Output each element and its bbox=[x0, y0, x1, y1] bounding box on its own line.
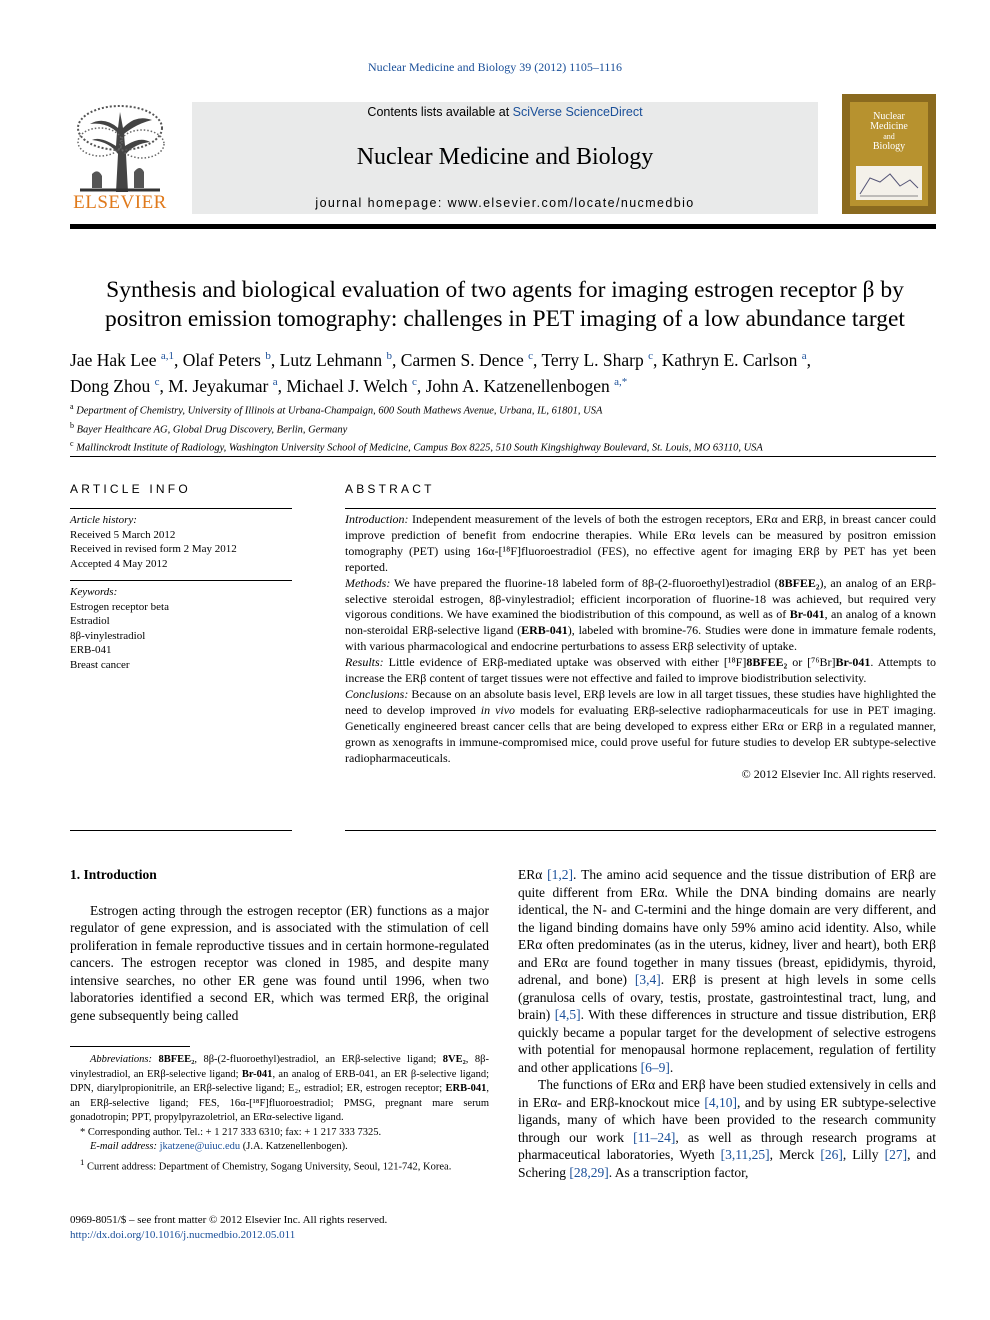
author: Olaf Peters $^b$ bbox=[182, 349, 271, 370]
journal-cover-thumbnail[interactable] bbox=[842, 94, 936, 214]
author-list: Jae Hak Lee $^{a,1}$, Olaf Peters $^b$, Lutz Lehmann $^b$, Carmen S. Dence $^c$, Terry L. Sharp $^c$, Kathryn E. Carlson $^a$, Dong Zhou $^c$, M. Jeyakumar $^a$, Michael J. Welch $^c$, John A. Katzenellenbogen $^{a,*}$ bbox=[70, 349, 811, 396]
author-affiliation-link[interactable]: b bbox=[386, 350, 393, 362]
article-title: Synthesis and biological evaluation of two agents for imaging estrogen receptor β by positron emission tomography: challenges in PET imaging of a low abundance target bbox=[105, 277, 905, 332]
cover-title: Nuclear Medicine and Biology bbox=[870, 111, 908, 152]
affiliation: $^a$ Department of Chemistry, University of Illinois at Urbana-Champaign, 600 South Mathews Avenue, Urbana, IL, 61801, USA bbox=[70, 402, 603, 417]
text-run: , an analog of ERB-041, an ER β-selective ligand; DPN, diarylpropionitrile, an ERβ-selective ligand; E₂, estradiol; ER, estrogen receptor; bbox=[70, 1068, 489, 1094]
text-run: , and by using ER subtype-selective ligands, many of which have been provided to the research community through our work bbox=[518, 1094, 936, 1145]
author: Jae Hak Lee $^{a,1}$ bbox=[70, 349, 174, 370]
text-run: . As a transcription factor, bbox=[608, 1164, 749, 1180]
masthead bbox=[70, 94, 936, 216]
abstract-methods: Methods: We have prepared the fluorine-18 labeled form of 8β-(2-fluoroethyl)estradiol (8BFEE₂), an analog of an ERβ-selective steroidal estrogen, 8β-vinylestradiol; efficient incorporation of fluorine-18 was achieved, but required very vigorous conditions. We have examined the biodistribution of this compound, as well as of Br-041, an analog of a known non-steroidal ERβ-selective ligand (ERB-041), labeled with bromine-76. Studies were done in immature female rodents, with various pharmacological and endocrine perturbations to assess ERβ selectivity of uptake. bbox=[345, 575, 937, 654]
author: Terry L. Sharp $^c$ bbox=[541, 349, 653, 370]
divider bbox=[345, 508, 936, 509]
abstract-conclusions: Conclusions: Because on an absolute basis level, ERβ levels are low in all target tissues, these studies have highlighted the need to develop improved in vivo models for evaluating ERβ-selective radiopharmaceuticals for use in PET imaging. Genetically engineered breast cancer cells that are being developed to express either ERα or ERβ in a regulated manner, grown as xenografts in immune-compromised mice, could prove useful for future studies to develop ER subtype-selective radiopharmaceuticals. bbox=[345, 686, 937, 765]
elsevier-logo[interactable] bbox=[70, 102, 170, 214]
keyword: ERB-041 bbox=[70, 644, 112, 656]
author-affiliation-link[interactable]: b bbox=[265, 350, 271, 362]
author: Carmen S. Dence $^c$ bbox=[400, 349, 533, 370]
journal-banner bbox=[192, 102, 818, 214]
text-run: , and Schering bbox=[518, 1147, 937, 1180]
abbreviations-footnote: Abbreviations: 8BFEE₂, 8β-(2-fluoroethyl)estradiol, an ERβ-selective ligand; 8VE₂, 8β-vinylestradiol, an ERβ-selective ligand; Br-041, an analog of ERB-041, an ER β-selective ligand; DPN, diarylpropionitrile, an ERβ-selective ligand; E₂, estradiol; ER, estrogen receptor; ERB-041, an ERβ-selective ligand; FES, 16α-[¹⁸F]fluoroestradiol; PMSG, pregnant mare serum gonadotropin; PPT, propylpyrazoletriol, an ERα-selective ligand. bbox=[70, 1054, 489, 1123]
abstract-body bbox=[345, 512, 936, 782]
front-matter bbox=[70, 1213, 489, 1242]
elsevier-tree-icon bbox=[70, 102, 170, 194]
author: M. Jeyakumar $^a$ bbox=[168, 375, 278, 396]
text-run: , 8β-(2-fluoroethyl)estradiol, an ERβ-selective ligand; bbox=[194, 1054, 443, 1065]
reference-link[interactable]: [4,10] bbox=[704, 1094, 737, 1110]
history-item: Accepted 4 May 2012 bbox=[70, 557, 168, 570]
affiliation: $^b$ Bayer Healthcare AG, Global Drug Discovery, Berlin, Germany bbox=[70, 420, 348, 435]
header-rule bbox=[70, 224, 936, 229]
text-run: . With these differences in structure and tissue distribution, ERβ quickly became a popular target for the development of selective estrogens with potential for menopausal hormone replacement, regulation of fertility and other applications bbox=[518, 1007, 936, 1075]
section-title: 1. Introduction bbox=[70, 867, 157, 882]
footnotes bbox=[70, 1052, 489, 1175]
text-run: The functions of ERα and ERβ have been studied extensively in cells and in ERα- and ERβ-knockout mice bbox=[518, 1077, 936, 1110]
text-run: . bbox=[669, 1059, 674, 1075]
article-info bbox=[70, 482, 292, 671]
abbrev-term: 8VE₂ bbox=[442, 1054, 466, 1065]
author: Michael J. Welch $^c$ bbox=[286, 375, 417, 396]
doi-link[interactable]: http://dx.doi.org/10.1016/j.nucmedbio.2012.05.011 bbox=[70, 1228, 296, 1241]
author-affiliation-link[interactable]: c bbox=[411, 375, 417, 388]
divider bbox=[70, 456, 936, 457]
abstract bbox=[345, 482, 937, 781]
affiliations bbox=[70, 400, 936, 456]
author-affiliation-link[interactable]: a bbox=[801, 350, 807, 362]
author-affiliation-link[interactable]: c bbox=[648, 350, 653, 362]
author-affiliation-link[interactable]: a bbox=[272, 375, 278, 388]
text-run: , Lilly bbox=[842, 1147, 885, 1162]
text-run: ERα bbox=[518, 867, 548, 882]
body-paragraph bbox=[518, 1076, 936, 1181]
journal-homepage-link[interactable]: journal homepage: www.elsevier.com/locate/nucmedbio bbox=[315, 196, 695, 210]
reference-link[interactable]: [26] bbox=[820, 1147, 843, 1162]
author: Lutz Lehmann $^b$ bbox=[279, 349, 393, 370]
keyword: Breast cancer bbox=[70, 658, 130, 671]
cover-figure bbox=[856, 166, 922, 200]
issn-line: 0969-8051/$ – see front matter © 2012 Elsevier Inc. All rights reserved. bbox=[70, 1214, 388, 1226]
text-run: , as well as through research programs at pharmaceutical laboratories, Wyeth bbox=[518, 1129, 936, 1162]
text-run: . ERβ is present at high levels in some cells (granulosa cells of ovary, testis, prostate, gastrointestinal tract, lung, and brain) bbox=[518, 972, 937, 1022]
text-run: , an ERβ-selective ligand; FES, 16α-[¹⁸F]fluoroestradiol; PMSG, pregnant mare serum gonadotropin; PPT, propylpyrazoletriol, an ERα-selective ligand. bbox=[70, 1083, 489, 1123]
journal-reference[interactable]: Nuclear Medicine and Biology 39 (2012) 1105–1116 bbox=[368, 60, 622, 74]
reference-link[interactable]: [6–9] bbox=[640, 1059, 670, 1075]
abbrev-term: ERB-041 bbox=[445, 1083, 487, 1094]
abbrev-term: Br-041 bbox=[241, 1068, 273, 1080]
copyright: © 2012 Elsevier Inc. All rights reserved. bbox=[741, 766, 936, 781]
reference-link[interactable]: [27] bbox=[884, 1147, 908, 1162]
author: Dong Zhou $^c$ bbox=[70, 375, 160, 396]
author: Kathryn E. Carlson $^a$ bbox=[661, 349, 807, 370]
keyword: 8β-vinylestradiol bbox=[70, 629, 146, 642]
current-address-footnote: $^1$ Current address: Department of Chemistry, Sogang University, Seoul, 121-742, Korea. bbox=[80, 1156, 452, 1172]
keyword: Estradiol bbox=[70, 615, 110, 627]
text-run: , 8β-vinylestradiol, an ERβ-selective ligand; bbox=[70, 1054, 489, 1080]
intro-paragraph: Estrogen acting through the estrogen receptor (ER) functions as a major regulator of gene expression, and is associated with the stimulation of cell proliferation in female reproductive tissues and in certain hormone-regulated cancers. The estrogen receptor was cloned in 1985, and despite many intensive searches, no other ER gene was found until 1996, when two laboratories identified a second ER, which was termed ERβ, the original gene subsequently being called bbox=[70, 902, 489, 1023]
divider bbox=[345, 830, 936, 831]
corresponding-author-link[interactable]: a,* bbox=[614, 375, 628, 388]
article-info-heading: ARTICLE INFO bbox=[70, 482, 191, 496]
history-label: Article history: bbox=[70, 514, 137, 526]
sciencedirect-link[interactable]: SciVerse ScienceDirect bbox=[512, 105, 643, 119]
email-footnote: E-mail address: jkatzene@uiuc.edu (J.A. Katzenellenbogen). bbox=[90, 1141, 348, 1152]
contents-line bbox=[192, 105, 818, 119]
text-run: , Merck bbox=[769, 1147, 821, 1162]
divider bbox=[70, 580, 292, 581]
divider bbox=[70, 508, 292, 509]
history-item: Received in revised form 2 May 2012 bbox=[70, 543, 237, 555]
author-affiliation-link[interactable]: c bbox=[528, 350, 533, 362]
elsevier-wordmark: ELSEVIER bbox=[73, 192, 167, 213]
abstract-results: Results: Little evidence of ERβ-mediated uptake was observed with either [¹⁸F]8BFEE₂ or [⁷⁶Br]Br-041. Attempts to increase the ERβ content of target tissues were not effective and failed to improve biodistribution selectivity. bbox=[345, 655, 936, 686]
reference-link[interactable]: [3,4] bbox=[634, 972, 661, 987]
author-affiliation-link[interactable]: a,1 bbox=[160, 350, 174, 362]
email-link[interactable]: jkatzene@uiuc.edu bbox=[159, 1141, 241, 1152]
keyword: Estrogen receptor beta bbox=[70, 600, 169, 613]
abstract-heading: ABSTRACT bbox=[345, 482, 435, 496]
author-affiliation-link[interactable]: c bbox=[154, 375, 160, 388]
reference-link[interactable]: [4,5] bbox=[554, 1007, 581, 1022]
body-right-column bbox=[518, 866, 936, 1181]
author: John A. Katzenellenbogen $^{a,*}$ bbox=[425, 375, 628, 396]
history-item: Received 5 March 2012 bbox=[70, 528, 176, 541]
reference-link[interactable]: [28,29] bbox=[569, 1164, 609, 1180]
reference-link[interactable]: [1,2] bbox=[547, 867, 573, 882]
abstract-introduction: Introduction: Independent measurement of the levels of both the estrogen receptors, ERα and ERβ, in breast cancer could improve prediction of benefit from endocrine therapies. While ERα levels can be measured by positron emission tomography (PET) using 16α-[¹⁸F]fluoroestradiol (FES), no effective agent for imaging ERβ by PET has yet been reported. bbox=[345, 512, 936, 574]
body-paragraph bbox=[518, 866, 936, 1076]
affiliation: $^c$ Mallinckrodt Institute of Radiology, Washington University School of Medicine, Campus Box 8225, 510 South Kingshighway Boulevard, St. Louis, MO 63110, USA bbox=[70, 439, 763, 454]
divider bbox=[70, 830, 292, 831]
reference-link[interactable]: [3,11,25] bbox=[720, 1147, 770, 1162]
journal-title: Nuclear Medicine and Biology bbox=[356, 144, 654, 170]
abbrev-term: 8BFEE₂ bbox=[158, 1054, 195, 1065]
text-run: . The amino acid sequence and the tissue distribution of ERβ are quite different from ERα. While the DNA binding domains are nearly identical, the N- and C-termini and the hinge domain are very different, and the ligand binding domains have only 59% amino acid identity. Also, while ERα often predominates (as in the uterus, kidney, liver and heart), both ERβ and ERα are found together in many tissues (breast, epididymis, thyroid, adrenal, and bone) bbox=[518, 867, 936, 987]
body-left-column bbox=[70, 866, 489, 1024]
reference-link[interactable]: [11–24] bbox=[633, 1129, 676, 1145]
corresponding-footnote: * Corresponding author. Tel.: + 1 217 333 6310; fax: + 1 217 333 7325. bbox=[80, 1126, 382, 1138]
keywords-label: Keywords: bbox=[70, 586, 118, 598]
contents-prefix: Contents lists available at bbox=[367, 105, 513, 119]
